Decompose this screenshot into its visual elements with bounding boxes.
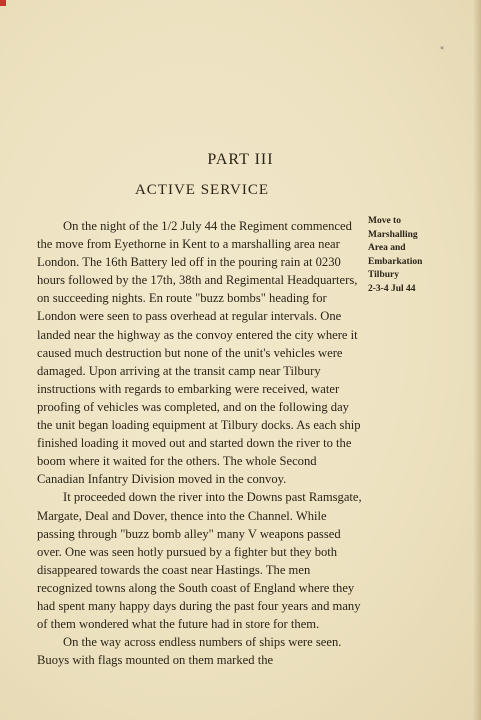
page-edge-shadow: [473, 0, 481, 720]
margin-note: [368, 215, 473, 296]
section-title: ACTIVE SERVICE: [134, 182, 270, 198]
margin-note-line: Move to: [368, 216, 401, 226]
paragraph: On the night of the 1/2 July 44 the Regiment commenced the move from Eyethorne in Kent to a marshalling area near London. The 16th Battery led off in the pouring rain at 0230 hours followed by the 17th, 38th and Regimental Headquarters, on succeeding nights. En route "buzz bombs" heading for London were seen to pass overhead at regular intervals. One landed near the highway as the convoy entered the city where it caused much destruction but none of the unit's vehicles were damaged. Upon arriving at the transit camp near Tilbury instructions with regards to embarking were received, water proofing of vehicles was completed, and on the following day the unit began loading equipment at Tilbury docks. As each ship finished loading it moved out and started down the river to the boom where it waited for the others. The whole Second Canadian Infantry Division moved in the convoy.: [37, 219, 361, 487]
margin-note-line: Embarkation: [368, 256, 423, 267]
paragraph: On the way across endless numbers of ships were seen. Buoys with flags mounted on them marked the: [37, 635, 342, 668]
margin-note-line: Marshalling: [368, 229, 418, 240]
paragraph: It proceeded down the river into the Downs past Ramsgate, Margate, Deal and Dover, thence into the Channel. While passing through "buzz bomb alley" many V weapons passed over. One was seen hotly pursued by a fighter but they both disappeared towards the coast near Hastings. The men recognized towns along the South coast of England where they had spent many happy days during the past four years and many of them wondered what the future had in store for them.: [37, 490, 362, 632]
corner-mark: [0, 0, 6, 6]
body-text: [37, 217, 363, 669]
page-mark: «: [440, 44, 445, 52]
margin-note-line: Tilbury: [368, 270, 399, 280]
margin-note-line: Area and: [368, 243, 406, 253]
part-title: PART III: [207, 151, 274, 168]
margin-note-line: 2-3-4 Jul 44: [368, 283, 416, 294]
